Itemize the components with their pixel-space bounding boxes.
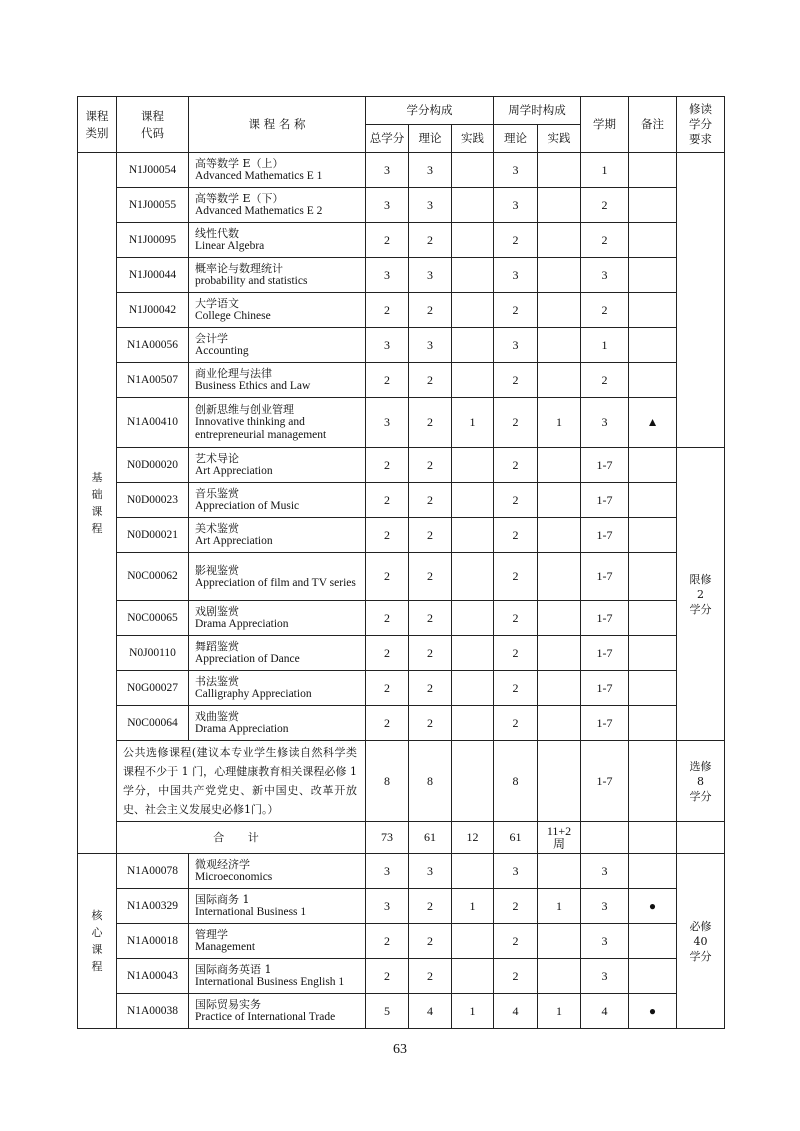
credit-total: 2 — [366, 671, 409, 706]
credit-total: 3 — [366, 328, 409, 363]
course-code: N0C00064 — [117, 706, 189, 741]
weekly-practice — [538, 854, 581, 889]
course-code: N1J00054 — [117, 153, 189, 188]
course-name — [189, 188, 366, 223]
course-name-cn: 艺术导论 — [195, 452, 239, 465]
credit-total: 5 — [366, 994, 409, 1029]
semester: 2 — [581, 293, 629, 328]
subtotal-label: 合 计 — [117, 822, 366, 854]
remark — [629, 636, 677, 671]
semester: 1-7 — [581, 706, 629, 741]
credit-practice — [452, 671, 494, 706]
remark — [629, 924, 677, 959]
weekly-theory: 2 — [494, 363, 538, 398]
course-name — [189, 518, 366, 553]
credit-practice — [452, 188, 494, 223]
credit-practice — [452, 706, 494, 741]
course-code: N0D00023 — [117, 483, 189, 518]
course-name-en: Linear Algebra — [195, 240, 265, 252]
table-row — [78, 671, 725, 706]
course-name-cn: 微观经济学 — [195, 858, 250, 871]
course-name-cn: 戏剧鉴赏 — [195, 605, 239, 618]
credit-theory: 2 — [409, 706, 452, 741]
course-name-en: International Business 1 — [195, 906, 307, 918]
remark — [629, 601, 677, 636]
remark — [629, 483, 677, 518]
course-name — [189, 398, 366, 448]
remark — [629, 518, 677, 553]
course-name-cn: 美术鉴赏 — [195, 522, 239, 535]
credit-theory: 2 — [409, 553, 452, 601]
credit-total: 3 — [366, 188, 409, 223]
course-code: N0D00021 — [117, 518, 189, 553]
credit-theory: 3 — [409, 188, 452, 223]
credit-theory: 2 — [409, 924, 452, 959]
course-name-en: Drama Appreciation — [195, 618, 289, 630]
course-name-cn: 线性代数 — [195, 227, 239, 240]
weekly-theory: 2 — [494, 483, 538, 518]
table-row — [78, 601, 725, 636]
course-name-en: Microeconomics — [195, 871, 273, 883]
header-name: 课 程 名 称 — [189, 97, 366, 153]
table-row — [78, 553, 725, 601]
credit-theory: 2 — [409, 601, 452, 636]
credit-practice — [452, 959, 494, 994]
course-code: N1J00044 — [117, 258, 189, 293]
remark — [629, 959, 677, 994]
course-name — [189, 994, 366, 1029]
course-name-en: Management — [195, 941, 256, 953]
credit-practice — [452, 741, 494, 822]
weekly-practice — [538, 483, 581, 518]
remark — [629, 448, 677, 483]
credit-theory: 8 — [409, 741, 452, 822]
course-name-en: Appreciation of film and TV series — [195, 576, 356, 589]
weekly-theory: 2 — [494, 671, 538, 706]
weekly-practice — [538, 636, 581, 671]
course-name-en: College Chinese — [195, 310, 271, 322]
credit-total: 2 — [366, 363, 409, 398]
course-name-en: Art Appreciation — [195, 465, 273, 477]
credit-theory: 2 — [409, 293, 452, 328]
course-name — [189, 328, 366, 363]
credit-practice — [452, 448, 494, 483]
elective-note: 公共选修课程(建议本专业学生修读自然科学类课程不少于 1 门，心理健康教育相关课程必修 1 学分，中国共产党党史、新中国史、改革开放史、社会主义发展史必修1门。） — [117, 741, 366, 822]
subtotal-semester — [581, 822, 629, 854]
semester: 3 — [581, 959, 629, 994]
weekly-practice — [538, 328, 581, 363]
remark — [629, 328, 677, 363]
header-weekly-practice: 实践 — [538, 125, 581, 153]
course-name-cn: 管理学 — [195, 928, 228, 941]
course-code: N1J00042 — [117, 293, 189, 328]
remark — [629, 153, 677, 188]
subtotal-remark — [629, 822, 677, 854]
requirement-core-text: 必修 40 学分 — [689, 919, 712, 963]
course-name-cn: 商业伦理与法律 — [195, 367, 272, 380]
semester: 2 — [581, 363, 629, 398]
credit-practice — [452, 328, 494, 363]
credit-total: 2 — [366, 483, 409, 518]
credit-theory: 2 — [409, 959, 452, 994]
course-name-en: International Business English 1 — [195, 976, 345, 988]
table-row — [78, 328, 725, 363]
weekly-practice: 1 — [538, 889, 581, 924]
table-row — [78, 706, 725, 741]
header-requirement: 修读 学分 要求 — [677, 97, 725, 153]
weekly-practice — [538, 223, 581, 258]
credit-total: 8 — [366, 741, 409, 822]
course-code: N1A00078 — [117, 854, 189, 889]
section-basic-label-text: 基 础 课 程 — [91, 471, 103, 535]
weekly-theory: 2 — [494, 959, 538, 994]
requirement-blank-1 — [677, 153, 725, 448]
course-name-cn: 高等数学 E（上） — [195, 157, 284, 170]
course-name-cn: 会计学 — [195, 332, 228, 345]
subtotal-weekly-practice-text: 11+2 周 — [546, 823, 572, 851]
credit-practice — [452, 924, 494, 959]
course-name-en: Advanced Mathematics E 2 — [195, 205, 323, 217]
table-row — [78, 959, 725, 994]
weekly-practice: 1 — [538, 398, 581, 448]
remark — [629, 854, 677, 889]
credit-theory: 3 — [409, 328, 452, 363]
semester: 1-7 — [581, 518, 629, 553]
table-row — [78, 293, 725, 328]
subtotal-credit-practice: 12 — [452, 822, 494, 854]
table-row — [78, 924, 725, 959]
weekly-practice — [538, 518, 581, 553]
credit-total: 3 — [366, 153, 409, 188]
course-name — [189, 153, 366, 188]
course-name-en: Advanced Mathematics E 1 — [195, 170, 323, 182]
course-name-cn: 创新思维与创业管理 — [195, 403, 294, 416]
remark — [629, 293, 677, 328]
course-code: N0D00020 — [117, 448, 189, 483]
course-name — [189, 483, 366, 518]
remark — [629, 258, 677, 293]
table-row — [78, 258, 725, 293]
semester: 3 — [581, 854, 629, 889]
elective-row — [78, 741, 725, 822]
semester: 3 — [581, 398, 629, 448]
weekly-theory: 2 — [494, 889, 538, 924]
credit-theory: 3 — [409, 854, 452, 889]
course-name-en: Calligraphy Appreciation — [195, 688, 312, 700]
course-name — [189, 363, 366, 398]
course-name-en: Appreciation of Dance — [195, 653, 300, 665]
header-semester: 学期 — [581, 97, 629, 153]
course-code: N0J00110 — [117, 636, 189, 671]
course-code: N1J00095 — [117, 223, 189, 258]
weekly-practice: 1 — [538, 994, 581, 1029]
curriculum-table — [77, 96, 725, 1029]
weekly-practice — [538, 959, 581, 994]
weekly-theory: 2 — [494, 518, 538, 553]
weekly-theory: 3 — [494, 188, 538, 223]
header-weekly-theory: 理论 — [494, 125, 538, 153]
credit-total: 2 — [366, 924, 409, 959]
credit-theory: 4 — [409, 994, 452, 1029]
course-name-cn: 影视鉴赏 — [195, 563, 239, 577]
course-code: N1A00410 — [117, 398, 189, 448]
remark — [629, 741, 677, 822]
course-name-en: Practice of International Trade — [195, 1011, 336, 1023]
course-name-en: Innovative thinking and entrepreneurial management — [195, 416, 327, 441]
semester: 4 — [581, 994, 629, 1029]
table-row — [78, 994, 725, 1029]
course-code: N1A00056 — [117, 328, 189, 363]
weekly-theory: 2 — [494, 223, 538, 258]
course-name — [189, 889, 366, 924]
subtotal-weekly-practice — [538, 822, 581, 854]
course-name-cn: 大学语文 — [195, 297, 239, 310]
weekly-practice — [538, 258, 581, 293]
credit-theory: 2 — [409, 483, 452, 518]
weekly-practice — [538, 153, 581, 188]
credit-theory: 3 — [409, 153, 452, 188]
credit-total: 3 — [366, 398, 409, 448]
subtotal-requirement — [677, 822, 725, 854]
subtotal-credit-total: 73 — [366, 822, 409, 854]
credit-practice — [452, 854, 494, 889]
course-name-cn: 国际贸易实务 — [195, 998, 261, 1011]
table-row — [78, 363, 725, 398]
table-row — [78, 398, 725, 448]
weekly-theory: 2 — [494, 293, 538, 328]
course-code: N1A00018 — [117, 924, 189, 959]
course-name-cn: 国际商务英语 1 — [195, 963, 272, 976]
weekly-theory: 3 — [494, 328, 538, 363]
weekly-theory: 2 — [494, 636, 538, 671]
course-code: N1A00043 — [117, 959, 189, 994]
weekly-practice — [538, 671, 581, 706]
credit-practice: 1 — [452, 994, 494, 1029]
course-code: N0C00065 — [117, 601, 189, 636]
course-name-en: probability and statistics — [195, 275, 308, 287]
credit-theory: 2 — [409, 398, 452, 448]
credit-theory: 2 — [409, 448, 452, 483]
weekly-theory: 4 — [494, 994, 538, 1029]
course-name — [189, 448, 366, 483]
semester: 2 — [581, 223, 629, 258]
semester: 1-7 — [581, 601, 629, 636]
credit-practice — [452, 636, 494, 671]
credit-practice — [452, 553, 494, 601]
weekly-practice — [538, 448, 581, 483]
weekly-practice — [538, 924, 581, 959]
credit-total: 3 — [366, 258, 409, 293]
header-code: 课程 代码 — [117, 97, 189, 153]
course-code: N0C00062 — [117, 553, 189, 601]
course-name-cn: 舞蹈鉴赏 — [195, 640, 239, 653]
semester: 2 — [581, 188, 629, 223]
semester: 1-7 — [581, 448, 629, 483]
weekly-theory: 2 — [494, 924, 538, 959]
credit-total: 2 — [366, 553, 409, 601]
weekly-practice — [538, 741, 581, 822]
section-basic-label — [78, 153, 117, 854]
credit-total: 2 — [366, 636, 409, 671]
weekly-practice — [538, 706, 581, 741]
course-name — [189, 223, 366, 258]
header-credit-practice: 实践 — [452, 125, 494, 153]
credit-total: 3 — [366, 854, 409, 889]
weekly-theory: 2 — [494, 553, 538, 601]
credit-total: 2 — [366, 448, 409, 483]
remark: ▲ — [629, 398, 677, 448]
remark — [629, 223, 677, 258]
remark — [629, 671, 677, 706]
credit-practice: 1 — [452, 889, 494, 924]
weekly-theory: 2 — [494, 706, 538, 741]
weekly-theory: 3 — [494, 153, 538, 188]
subtotal-row — [78, 822, 725, 854]
semester: 1-7 — [581, 553, 629, 601]
requirement-limited-text: 限修 2 学分 — [689, 572, 712, 616]
course-code: N1A00507 — [117, 363, 189, 398]
course-code: N1A00329 — [117, 889, 189, 924]
credit-total: 3 — [366, 889, 409, 924]
semester: 3 — [581, 889, 629, 924]
section-core-label-text: 核 心 课 程 — [91, 909, 103, 973]
course-code: N1J00055 — [117, 188, 189, 223]
weekly-theory: 8 — [494, 741, 538, 822]
subtotal-weekly-theory: 61 — [494, 822, 538, 854]
remark — [629, 553, 677, 601]
remark — [629, 706, 677, 741]
credit-total: 2 — [366, 601, 409, 636]
remark: ● — [629, 994, 677, 1029]
weekly-practice — [538, 363, 581, 398]
course-name — [189, 293, 366, 328]
weekly-practice — [538, 553, 581, 601]
weekly-theory: 3 — [494, 258, 538, 293]
table-row — [78, 889, 725, 924]
subtotal-credit-theory: 61 — [409, 822, 452, 854]
credit-total: 2 — [366, 518, 409, 553]
semester: 1-7 — [581, 671, 629, 706]
semester: 1-7 — [581, 636, 629, 671]
header-weekly-hours: 周学时构成 — [494, 97, 581, 125]
section-core-label — [78, 854, 117, 1029]
course-name — [189, 959, 366, 994]
course-name-cn: 高等数学 E（下） — [195, 192, 284, 205]
remark: ● — [629, 889, 677, 924]
course-name — [189, 553, 366, 601]
credit-practice — [452, 223, 494, 258]
course-name-cn: 国际商务 1 — [195, 893, 250, 906]
course-name — [189, 854, 366, 889]
credit-practice: 1 — [452, 398, 494, 448]
credit-theory: 2 — [409, 518, 452, 553]
credit-total: 2 — [366, 706, 409, 741]
table-row — [78, 448, 725, 483]
credit-practice — [452, 153, 494, 188]
semester: 3 — [581, 924, 629, 959]
course-name-cn: 书法鉴赏 — [195, 675, 239, 688]
credit-practice — [452, 258, 494, 293]
weekly-practice — [538, 601, 581, 636]
table-row — [78, 854, 725, 889]
semester: 1-7 — [581, 483, 629, 518]
table-row — [78, 153, 725, 188]
remark — [629, 188, 677, 223]
credit-total: 2 — [366, 223, 409, 258]
table-row — [78, 188, 725, 223]
credit-theory: 2 — [409, 671, 452, 706]
requirement-limited — [677, 448, 725, 741]
table-row — [78, 483, 725, 518]
semester: 1 — [581, 328, 629, 363]
table-row — [78, 223, 725, 258]
credit-total: 2 — [366, 959, 409, 994]
header-credit-total: 总学分 — [366, 125, 409, 153]
course-code: N1A00038 — [117, 994, 189, 1029]
weekly-practice — [538, 293, 581, 328]
credit-theory: 3 — [409, 258, 452, 293]
header-credits: 学分构成 — [366, 97, 494, 125]
course-name-en: Drama Appreciation — [195, 723, 289, 735]
course-name-en: Business Ethics and Law — [195, 380, 311, 392]
course-name — [189, 671, 366, 706]
credit-practice — [452, 601, 494, 636]
course-name-cn: 音乐鉴赏 — [195, 487, 239, 500]
credit-practice — [452, 293, 494, 328]
weekly-practice — [538, 188, 581, 223]
course-name — [189, 601, 366, 636]
course-name-en: Art Appreciation — [195, 535, 273, 547]
course-name-en: Accounting — [195, 345, 249, 357]
course-name — [189, 924, 366, 959]
requirement-elective — [677, 741, 725, 822]
remark — [629, 363, 677, 398]
table-row — [78, 636, 725, 671]
table-row — [78, 518, 725, 553]
weekly-theory: 2 — [494, 398, 538, 448]
page-number: 63 — [393, 1042, 407, 1057]
course-name — [189, 636, 366, 671]
weekly-theory: 2 — [494, 601, 538, 636]
weekly-theory: 3 — [494, 854, 538, 889]
header-remarks: 备注 — [629, 97, 677, 153]
credit-total: 2 — [366, 293, 409, 328]
credit-theory: 2 — [409, 636, 452, 671]
course-code: N0G00027 — [117, 671, 189, 706]
requirement-core — [677, 854, 725, 1029]
course-name-cn: 戏曲鉴赏 — [195, 710, 239, 723]
credit-theory: 2 — [409, 889, 452, 924]
course-name — [189, 258, 366, 293]
course-name-en: Appreciation of Music — [195, 500, 300, 512]
weekly-theory: 2 — [494, 448, 538, 483]
semester: 3 — [581, 258, 629, 293]
header-credit-theory: 理论 — [409, 125, 452, 153]
course-name-cn: 概率论与数理统计 — [195, 262, 283, 275]
semester: 1-7 — [581, 741, 629, 822]
header-category: 课程 类别 — [78, 97, 117, 153]
semester: 1 — [581, 153, 629, 188]
credit-practice — [452, 363, 494, 398]
credit-theory: 2 — [409, 223, 452, 258]
credit-practice — [452, 483, 494, 518]
requirement-elective-text: 选修 8 学分 — [689, 759, 712, 803]
credit-practice — [452, 518, 494, 553]
course-name — [189, 706, 366, 741]
credit-theory: 2 — [409, 363, 452, 398]
